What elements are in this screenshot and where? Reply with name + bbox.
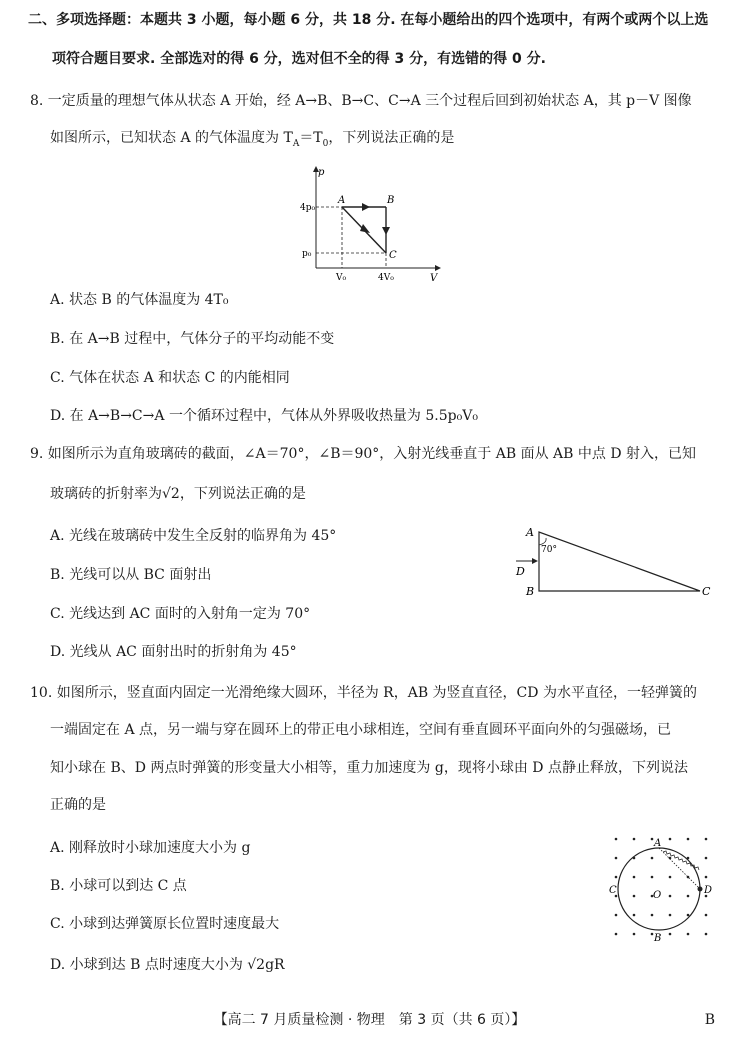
field-dot [687, 914, 690, 917]
q8-option-c: C. 气体在状态 A 和状态 C 的内能相同 [50, 370, 290, 386]
field-dot [651, 838, 654, 841]
field-dot [669, 933, 672, 936]
field-dot [651, 876, 654, 879]
q9-point-c: C [702, 585, 711, 598]
q10-field-dots [615, 838, 708, 936]
q10-option-d: D. 小球到达 B 点时速度大小为 √2gR [50, 957, 285, 973]
paper-version: B [704, 1012, 715, 1028]
q10-ring [618, 848, 700, 930]
section-header-line1: 二、多项选择题：本题共 3 小题，每小题 6 分，共 18 分. 在每小题给出的四个选项中，有两个或两个以上选 [28, 12, 709, 28]
q10-point-d: D [704, 885, 713, 896]
q8-option-a: A. 状态 B 的气体温度为 4T₀ [50, 292, 229, 308]
q8-stem-line2: 如图所示，已知状态 A 的气体温度为 $T_A=T_0$，下列说法正确的是 [50, 130, 455, 149]
q10-point-o: O [653, 890, 662, 901]
q9-stem-line2: 玻璃砖的折射率为√2，下列说法正确的是 [50, 486, 306, 502]
q9-prism-diagram [508, 525, 718, 603]
q9-option-a: A. 光线在玻璃砖中发生全反射的临界角为 45° [50, 528, 337, 544]
q10-ring-diagram [608, 833, 718, 945]
q9-option-b: B. 光线可以从 BC 面射出 [50, 567, 212, 583]
q9-option-d: D. 光线从 AC 面射出时的折射角为 45° [50, 644, 297, 660]
q8-option-b: B. 在 A→B 过程中，气体分子的平均动能不变 [50, 331, 335, 347]
q8-point-a: A [338, 195, 346, 206]
q8-tick-v-high: 4V₀ [378, 273, 394, 283]
page-footer: 【高二 7 月质量检测 · 物理 第 3 页（共 6 页）】 [213, 1012, 526, 1028]
section-header-line2: 项符合题目要求. 全部选对的得 6 分，选对但不全的得 3 分，有选错的得 0 分. [52, 51, 546, 67]
q10-option-c: C. 小球到达弹簧原长位置时速度最大 [50, 916, 280, 932]
q10-stem-line3: 知小球在 B、D 两点时弹簧的形变量大小相等，重力加速度为 g，现将小球由 D 点静止释放，下列说法 [50, 760, 688, 776]
q9-stem-line1: 9. 如图所示为直角玻璃砖的截面，∠A＝70°，∠B＝90°，入射光线垂直于 AB 面从 AB 中点 D 射入，已知 [30, 446, 697, 462]
q9-point-b: B [526, 585, 535, 598]
field-dot [687, 933, 690, 936]
q10-option-a: A. 刚释放时小球加速度大小为 g [50, 840, 251, 856]
q8-point-c: C [389, 250, 397, 261]
q8-tick-p-high: 4p₀ [300, 203, 316, 213]
field-dot [633, 838, 636, 841]
q9-point-d: D [516, 565, 525, 578]
q10-point-a: A [654, 838, 662, 849]
q10-option-b: B. 小球可以到达 C 点 [50, 878, 187, 894]
q8-tick-p-low: p₀ [302, 249, 312, 259]
field-dot [633, 895, 636, 898]
field-dot [651, 933, 654, 936]
field-dot [615, 857, 618, 860]
field-dot [633, 933, 636, 936]
q8-axis-p: p [318, 167, 325, 178]
q10-stem-line2: 一端固定在 A 点，另一端与穿在圆环上的带正电小球相连，空间有垂直圆环平面向外的匀强磁场，已 [50, 722, 672, 738]
field-dot [669, 895, 672, 898]
q8-axis-v: V [430, 273, 438, 284]
field-dot [705, 914, 708, 917]
field-dot [615, 933, 618, 936]
field-dot [687, 895, 690, 898]
q8-stem-line1: 8. 一定质量的理想气体从状态 A 开始，经 A→B、B→C、C→A 三个过程后回到初始状态 A，其 p－V 图像 [30, 93, 692, 109]
q9-option-c: C. 光线达到 AC 面时的入射角一定为 70° [50, 606, 311, 622]
q9-prism [539, 532, 700, 591]
field-dot [615, 838, 618, 841]
q8-option-d: D. 在 A→B→C→A 一个循环过程中，气体从外界吸收热量为 5.5p₀V₀ [50, 408, 478, 424]
field-dot [633, 914, 636, 917]
field-dot [615, 876, 618, 879]
q8-tick-v-low: V₀ [336, 273, 347, 283]
field-dot [615, 914, 618, 917]
field-dot [705, 933, 708, 936]
q8-pv-diagram [300, 163, 445, 288]
q9-point-a: A [526, 526, 534, 539]
field-dot [705, 876, 708, 879]
field-dot [669, 876, 672, 879]
field-dot [669, 914, 672, 917]
field-dot [705, 838, 708, 841]
q9-angle-label: 70° [541, 545, 557, 555]
q10-stem-line1: 10. 如图所示，竖直面内固定一光滑绝缘大圆环，半径为 R，AB 为竖直直径，CD 为水平直径，一轻弹簧的 [30, 685, 697, 701]
field-dot [687, 838, 690, 841]
field-dot [669, 838, 672, 841]
q8-point-b: B [387, 195, 395, 206]
field-dot [705, 857, 708, 860]
q10-stem-line4: 正确的是 [50, 797, 106, 813]
field-dot [651, 914, 654, 917]
q10-point-c: C [609, 885, 617, 896]
q10-point-b: B [654, 933, 662, 944]
q10-ball [698, 887, 703, 892]
field-dot [651, 857, 654, 860]
field-dot [633, 876, 636, 879]
